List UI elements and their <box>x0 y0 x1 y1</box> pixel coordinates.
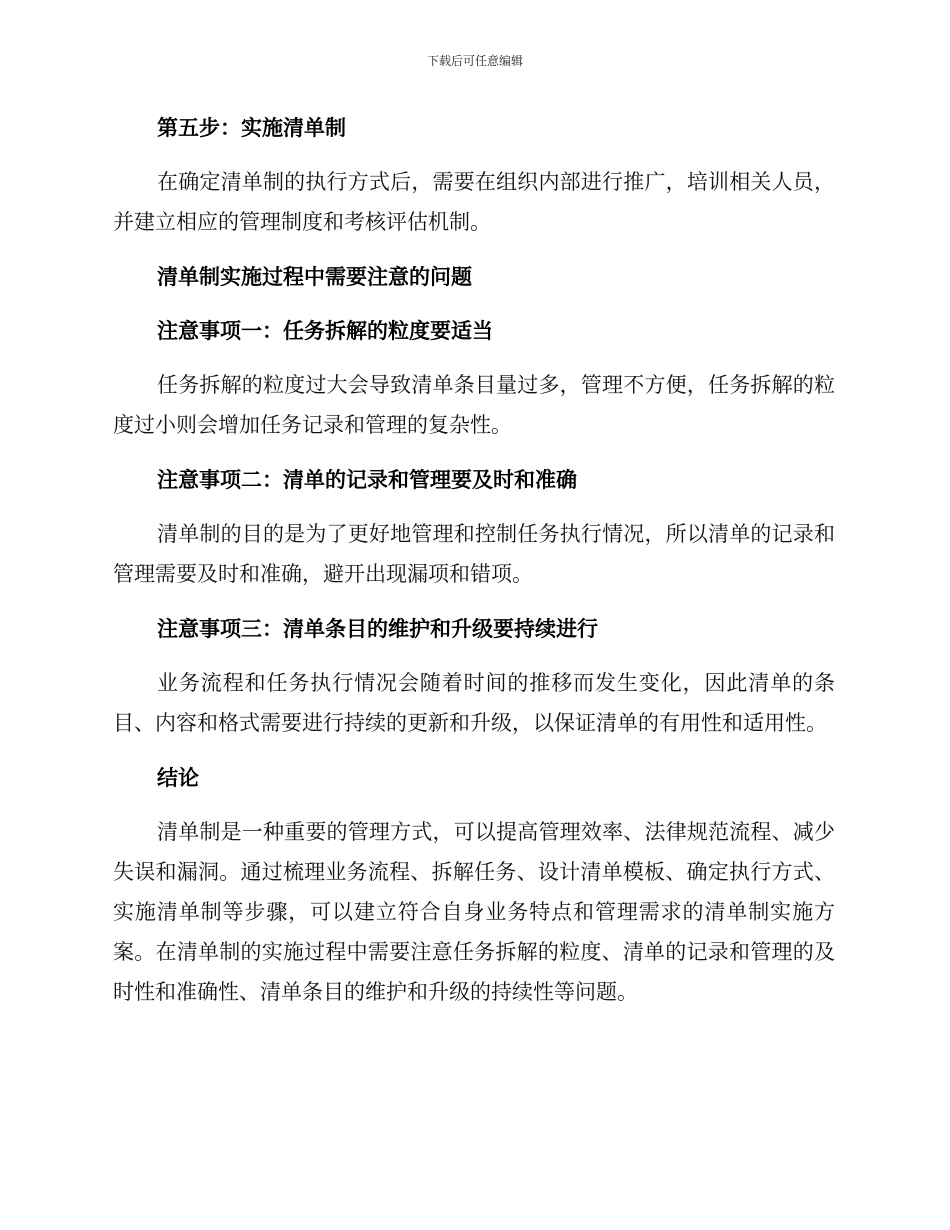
section-paragraph-step5: 在确定清单制的执行方式后，需要在组织内部进行推广，培训相关人员，并建立相应的管理制度和考核评估机制。 <box>113 170 835 234</box>
section-heading-step5: 第五步：实施清单制 <box>157 116 346 140</box>
section-paragraph-note2: 清单制的目的是为了更好地管理和控制任务执行情况，所以清单的记录和管理需要及时和准确，避开出现漏项和错项。 <box>113 522 835 586</box>
section-heading-note1: 注意事项一：任务拆解的粒度要适当 <box>157 319 493 343</box>
section-paragraph-conclusion: 清单制是一种重要的管理方式，可以提高管理效率、法律规范流程、减少失误和漏洞。通过梳理业务流程、拆解任务、设计清单模板、确定执行方式、实施清单制等步骤，可以建立符合自身业务特点和管理需求的清单制实施方案。在清单制的实施过程中需要注意任务拆解的粒度、清单的记录和管理的及时性和准确性、清单条目的维护和升级的持续性等问题。 <box>113 820 835 1004</box>
section-heading-conclusion: 结论 <box>157 766 199 790</box>
section-heading-note2: 注意事项二：清单的记录和管理要及时和准确 <box>157 468 577 492</box>
document-body <box>113 108 835 1012</box>
section-heading-note3: 注意事项三：清单条目的维护和升级要持续进行 <box>157 617 598 641</box>
section-heading-issues: 清单制实施过程中需要注意的问题 <box>157 265 472 289</box>
section-paragraph-note3: 业务流程和任务执行情况会随着时间的推移而发生变化，因此清单的条目、内容和格式需要进行持续的更新和升级，以保证清单的有用性和适用性。 <box>113 671 835 735</box>
page-header: 下载后可任意编辑 <box>426 54 523 68</box>
section-paragraph-note1: 任务拆解的粒度过大会导致清单条目量过多，管理不方便，任务拆解的粒度过小则会增加任务记录和管理的复杂性。 <box>113 373 835 437</box>
